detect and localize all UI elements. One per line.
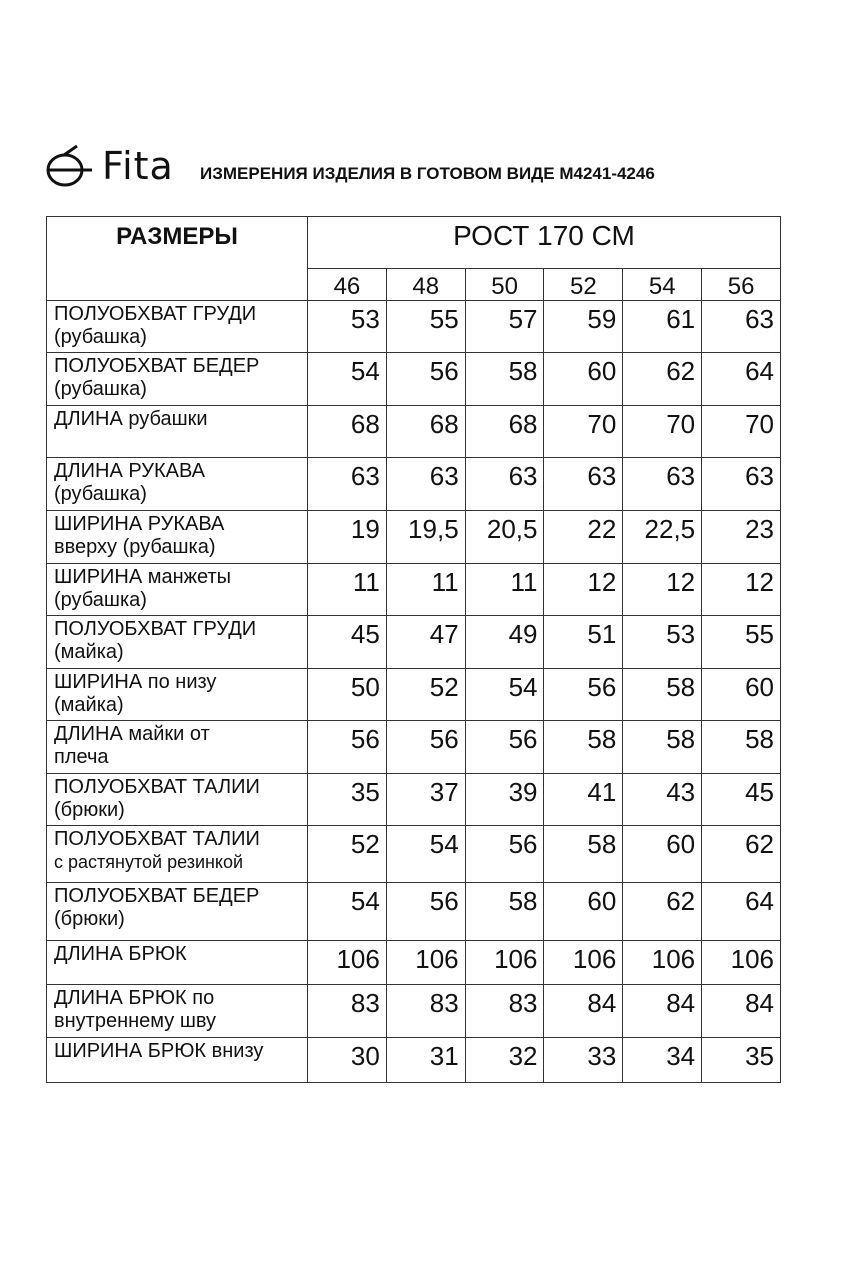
measurement-label-line2: (майка) bbox=[54, 641, 124, 663]
measurement-value: 32 bbox=[465, 1038, 544, 1083]
size-header-cell: 56 bbox=[702, 269, 781, 301]
measurement-label bbox=[47, 564, 308, 616]
measurement-value: 61 bbox=[623, 301, 702, 353]
measurement-value: 56 bbox=[544, 669, 623, 721]
size-chart-table bbox=[46, 216, 781, 1083]
table-row bbox=[47, 883, 781, 941]
measurement-value: 55 bbox=[386, 301, 465, 353]
measurement-value: 35 bbox=[308, 774, 387, 826]
measurement-value: 56 bbox=[465, 826, 544, 883]
table-row bbox=[47, 511, 781, 564]
measurement-label-line1: ШИРИНА БРЮК внизу bbox=[54, 1040, 264, 1062]
measurement-value: 83 bbox=[465, 985, 544, 1038]
measurement-value: 45 bbox=[308, 616, 387, 669]
size-header-cell: 46 bbox=[308, 269, 387, 301]
measurement-value: 11 bbox=[386, 564, 465, 616]
measurement-value: 106 bbox=[702, 941, 781, 985]
table-row bbox=[47, 301, 781, 353]
measurement-label-line2: (рубашка) bbox=[54, 378, 147, 400]
measurement-label-line2: (рубашка) bbox=[54, 483, 147, 505]
measurement-label-line1: ПОЛУОБХВАТ БЕДЕР bbox=[54, 885, 260, 907]
height-header: РОСТ 170 СМ bbox=[308, 217, 781, 269]
table-row bbox=[47, 941, 781, 985]
measurement-value: 62 bbox=[623, 883, 702, 941]
table-row bbox=[47, 616, 781, 669]
measurement-value: 83 bbox=[386, 985, 465, 1038]
measurement-label-line2: (рубашка) bbox=[54, 589, 147, 611]
table-row bbox=[47, 669, 781, 721]
measurement-value: 54 bbox=[308, 353, 387, 406]
table-row bbox=[47, 774, 781, 826]
measurement-value: 84 bbox=[702, 985, 781, 1038]
size-header-cell: 50 bbox=[465, 269, 544, 301]
measurement-value: 106 bbox=[308, 941, 387, 985]
measurement-value: 56 bbox=[386, 883, 465, 941]
measurement-value: 52 bbox=[386, 669, 465, 721]
measurement-value: 68 bbox=[308, 406, 387, 458]
measurement-value: 58 bbox=[702, 721, 781, 774]
measurement-value: 11 bbox=[308, 564, 387, 616]
table-row bbox=[47, 353, 781, 406]
measurement-value: 58 bbox=[544, 826, 623, 883]
measurement-value: 47 bbox=[386, 616, 465, 669]
measurement-value: 12 bbox=[702, 564, 781, 616]
measurement-label-line1: ШИРИНА РУКАВА bbox=[54, 513, 225, 535]
table-row bbox=[47, 721, 781, 774]
measurement-value: 60 bbox=[702, 669, 781, 721]
measurement-label bbox=[47, 941, 308, 985]
fita-logo-icon bbox=[44, 144, 94, 188]
measurement-label-line2: вверху (рубашка) bbox=[54, 536, 216, 558]
measurement-value: 39 bbox=[465, 774, 544, 826]
measurement-label-line1: ДЛИНА БРЮК по bbox=[54, 987, 215, 1009]
measurement-value: 31 bbox=[386, 1038, 465, 1083]
measurement-label bbox=[47, 721, 308, 774]
brand-name: Fita bbox=[102, 144, 174, 188]
measurement-label-line1: ДЛИНА БРЮК bbox=[54, 943, 187, 965]
measurement-value: 64 bbox=[702, 883, 781, 941]
measurement-label bbox=[47, 458, 308, 511]
measurement-value: 34 bbox=[623, 1038, 702, 1083]
measurement-value: 63 bbox=[308, 458, 387, 511]
measurement-value: 68 bbox=[465, 406, 544, 458]
measurement-value: 62 bbox=[702, 826, 781, 883]
measurement-label-line2: (брюки) bbox=[54, 908, 125, 930]
table-row bbox=[47, 826, 781, 883]
measurement-value: 62 bbox=[623, 353, 702, 406]
measurement-value: 60 bbox=[544, 883, 623, 941]
measurement-label-line2: плеча bbox=[54, 746, 109, 768]
measurement-value: 63 bbox=[702, 458, 781, 511]
measurement-value: 19,5 bbox=[386, 511, 465, 564]
measurement-value: 54 bbox=[308, 883, 387, 941]
measurement-label-line1: ПОЛУОБХВАТ ГРУДИ bbox=[54, 618, 257, 640]
measurement-label-line1: ПОЛУОБХВАТ БЕДЕР bbox=[54, 355, 260, 377]
measurement-value: 56 bbox=[386, 353, 465, 406]
measurement-value: 20,5 bbox=[465, 511, 544, 564]
measurement-label-line1: ШИРИНА манжеты bbox=[54, 566, 232, 588]
measurement-label bbox=[47, 1038, 308, 1083]
table-row bbox=[47, 458, 781, 511]
measurement-label bbox=[47, 985, 308, 1038]
measurement-value: 41 bbox=[544, 774, 623, 826]
measurement-value: 63 bbox=[544, 458, 623, 511]
measurement-label-line2: (брюки) bbox=[54, 799, 125, 821]
measurement-value: 106 bbox=[623, 941, 702, 985]
measurement-value: 63 bbox=[702, 301, 781, 353]
sizes-header: РАЗМЕРЫ bbox=[47, 217, 308, 301]
measurement-value: 23 bbox=[702, 511, 781, 564]
measurement-label-line1: ДЛИНА рубашки bbox=[54, 408, 208, 430]
size-header-cell: 48 bbox=[386, 269, 465, 301]
page-header bbox=[44, 144, 824, 188]
measurement-rows bbox=[47, 301, 781, 1083]
measurement-value: 70 bbox=[702, 406, 781, 458]
measurement-value: 70 bbox=[623, 406, 702, 458]
measurement-label-line2: внутреннему шву bbox=[54, 1010, 217, 1032]
measurement-value: 52 bbox=[308, 826, 387, 883]
measurement-value: 57 bbox=[465, 301, 544, 353]
measurement-value: 60 bbox=[623, 826, 702, 883]
measurement-value: 54 bbox=[386, 826, 465, 883]
measurement-value: 50 bbox=[308, 669, 387, 721]
measurement-label-line1: ПОЛУОБХВАТ ГРУДИ bbox=[54, 303, 257, 325]
measurement-value: 56 bbox=[465, 721, 544, 774]
measurement-value: 22 bbox=[544, 511, 623, 564]
measurement-value: 37 bbox=[386, 774, 465, 826]
measurement-value: 58 bbox=[465, 883, 544, 941]
measurement-value: 11 bbox=[465, 564, 544, 616]
measurement-value: 54 bbox=[465, 669, 544, 721]
size-header-cell: 52 bbox=[544, 269, 623, 301]
measurement-label bbox=[47, 774, 308, 826]
measurement-value: 70 bbox=[544, 406, 623, 458]
measurement-label bbox=[47, 511, 308, 564]
measurement-label-line1: ШИРИНА по низу bbox=[54, 671, 217, 693]
measurement-label bbox=[47, 616, 308, 669]
measurement-value: 58 bbox=[623, 721, 702, 774]
measurement-value: 64 bbox=[702, 353, 781, 406]
measurement-value: 106 bbox=[544, 941, 623, 985]
measurement-value: 59 bbox=[544, 301, 623, 353]
measurement-label-line2: (рубашка) bbox=[54, 326, 147, 348]
measurement-value: 43 bbox=[623, 774, 702, 826]
table-row bbox=[47, 564, 781, 616]
measurement-value: 12 bbox=[544, 564, 623, 616]
measurement-value: 60 bbox=[544, 353, 623, 406]
measurement-value: 51 bbox=[544, 616, 623, 669]
measurement-value: 53 bbox=[308, 301, 387, 353]
measurement-value: 22,5 bbox=[623, 511, 702, 564]
size-header-cell: 54 bbox=[623, 269, 702, 301]
measurement-value: 53 bbox=[623, 616, 702, 669]
measurement-label-line2: (майка) bbox=[54, 694, 124, 716]
measurement-value: 19 bbox=[308, 511, 387, 564]
measurement-value: 106 bbox=[386, 941, 465, 985]
table-row bbox=[47, 1038, 781, 1083]
measurement-value: 58 bbox=[544, 721, 623, 774]
measurement-value: 58 bbox=[623, 669, 702, 721]
measurement-label bbox=[47, 883, 308, 941]
measurement-value: 33 bbox=[544, 1038, 623, 1083]
measurement-value: 45 bbox=[702, 774, 781, 826]
measurement-label-line1: ПОЛУОБХВАТ ТАЛИИ bbox=[54, 776, 260, 798]
measurement-value: 84 bbox=[623, 985, 702, 1038]
measurement-value: 68 bbox=[386, 406, 465, 458]
page-title: ИЗМЕРЕНИЯ ИЗДЕЛИЯ В ГОТОВОМ ВИДЕ М4241-4246 bbox=[200, 164, 655, 183]
measurement-label-line1: ПОЛУОБХВАТ ТАЛИИ bbox=[54, 828, 260, 850]
measurement-label-line2: с растянутой резинкой bbox=[54, 852, 244, 872]
measurement-label bbox=[47, 301, 308, 353]
measurement-label-line1: ДЛИНА майки от bbox=[54, 723, 210, 745]
measurement-label bbox=[47, 353, 308, 406]
measurement-value: 55 bbox=[702, 616, 781, 669]
measurement-value: 58 bbox=[465, 353, 544, 406]
measurement-value: 106 bbox=[465, 941, 544, 985]
measurement-value: 56 bbox=[386, 721, 465, 774]
measurement-value: 63 bbox=[386, 458, 465, 511]
measurement-value: 35 bbox=[702, 1038, 781, 1083]
measurement-label-line1: ДЛИНА РУКАВА bbox=[54, 460, 205, 482]
measurement-value: 63 bbox=[623, 458, 702, 511]
measurement-value: 63 bbox=[465, 458, 544, 511]
measurement-value: 12 bbox=[623, 564, 702, 616]
measurement-value: 56 bbox=[308, 721, 387, 774]
measurement-label bbox=[47, 826, 308, 883]
measurement-value: 30 bbox=[308, 1038, 387, 1083]
table-row bbox=[47, 406, 781, 458]
measurement-value: 49 bbox=[465, 616, 544, 669]
measurement-label bbox=[47, 669, 308, 721]
table-row bbox=[47, 985, 781, 1038]
measurement-label bbox=[47, 406, 308, 458]
measurement-value: 83 bbox=[308, 985, 387, 1038]
measurement-value: 84 bbox=[544, 985, 623, 1038]
